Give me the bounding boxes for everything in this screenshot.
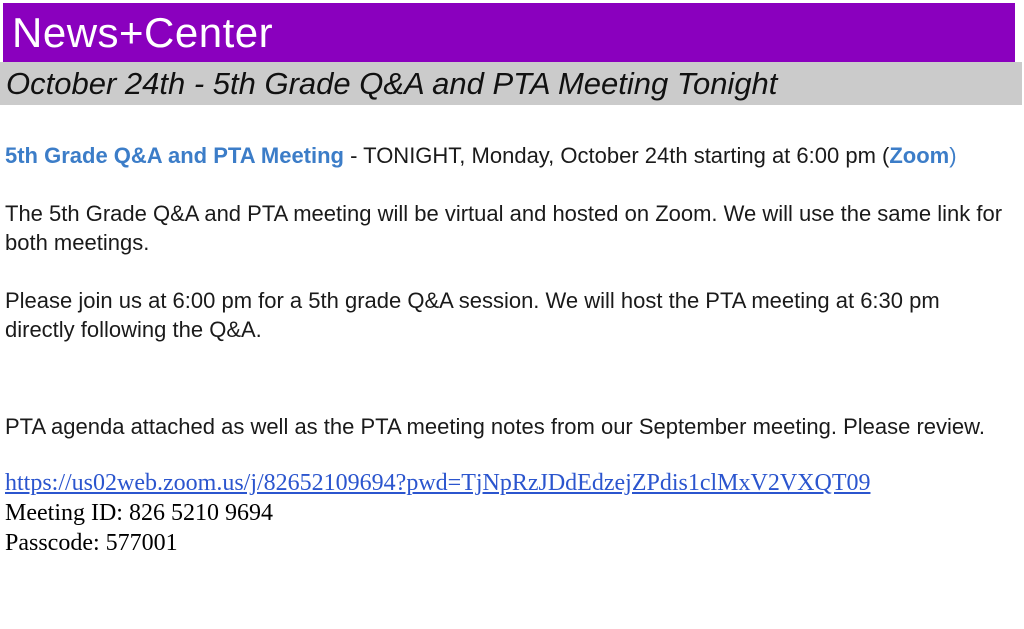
page-title: News+Center: [12, 8, 274, 56]
meeting-id-line: Meeting ID: 826 5210 9694: [5, 500, 273, 526]
zoom-meeting-url-link[interactable]: https://us02web.zoom.us/j/82652109694?pwd=TjNpRzJDdEdzejZPdis1clMxV2VXQT09: [5, 470, 871, 496]
passcode-line: Passcode: 577001: [5, 530, 178, 556]
article-body: [0, 105, 1024, 558]
zoom-details-block: [5, 468, 1014, 558]
join-time-paragraph: Please join us at 6:00 pm for a 5th grade Q&A session. We will host the PTA meeting at 6:30 pm directly following the Q&A.: [5, 288, 940, 342]
article-title: October 24th - 5th Grade Q&A and PTA Meeting Tonight: [6, 66, 778, 101]
title-bar: [3, 3, 1015, 62]
meeting-title-link[interactable]: 5th Grade Q&A and PTA Meeting: [5, 143, 344, 168]
zoom-url-line: [5, 468, 1014, 498]
intro-paragraph: [5, 141, 1014, 170]
intro-text: - TONIGHT, Monday, October 24th starting at 6:00 pm (: [344, 143, 890, 168]
virtual-meeting-paragraph: The 5th Grade Q&A and PTA meeting will be virtual and hosted on Zoom. We will use the same link for both meetings.: [5, 201, 1003, 255]
subtitle-bar: [0, 62, 1022, 105]
close-paren-text: ): [949, 143, 957, 168]
agenda-paragraph: PTA agenda attached as well as the PTA meeting notes from our September meeting. Please review.: [5, 414, 985, 439]
zoom-link[interactable]: Zoom: [889, 143, 950, 168]
